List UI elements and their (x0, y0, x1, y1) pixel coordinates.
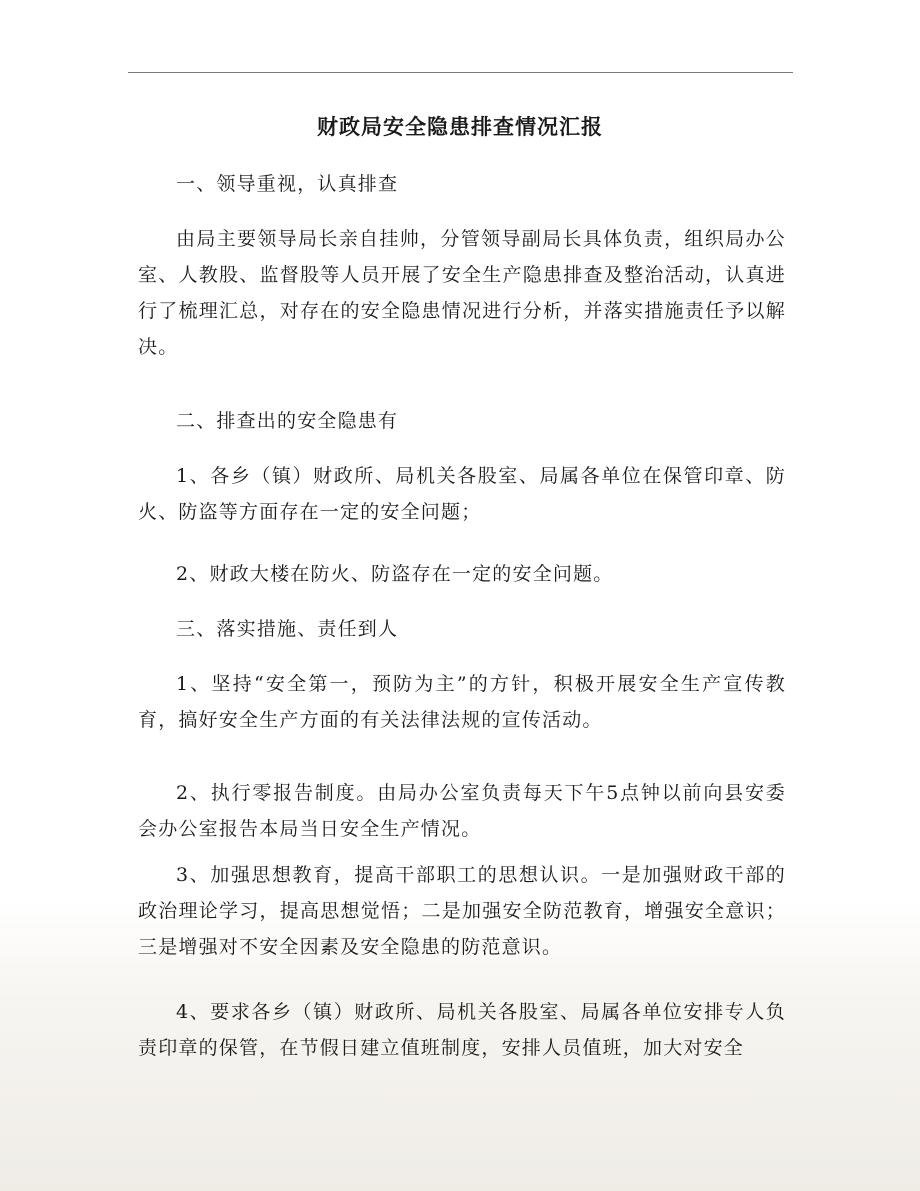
document-title: 财政局安全隐患排查情况汇报 (317, 114, 603, 139)
section-heading-3: 三、落实措施、责任到人 (176, 618, 399, 640)
document-body (138, 221, 786, 365)
paragraph: 2、执行零报告制度。由局办公室负责每天下午5点钟以前向县安委会办公室报告本局当日安全生产情况。 (138, 782, 786, 840)
document-body (138, 556, 786, 592)
document-body (138, 857, 786, 965)
paragraph: 3、加强思想教育，提高干部职工的思想认识。一是加强财政干部的政治理论学习，提高思想觉悟；二是加强安全防范教育，增强安全意识；三是增强对不安全因素及安全隐患的防范意识。 (138, 864, 786, 958)
document-body (138, 994, 786, 1066)
paragraph: 1、坚持“安全第一，预防为主”的方针，积极开展安全生产宣传教育，搞好安全生产方面的有关法律法规的宣传活动。 (138, 673, 786, 731)
paragraph: 由局主要领导局长亲自挂帅，分管领导副局长具体负责，组织局办公室、人教股、监督股等人员开展了安全生产隐患排查及整治活动，认真进行了梳理汇总，对存在的安全隐患情况进行分析，并落实措施责任予以解决。 (138, 228, 786, 358)
document-body (138, 403, 786, 439)
header-rule (128, 72, 793, 73)
paragraph: 2、财政大楼在防火、防盗存在一定的安全问题。 (176, 563, 614, 585)
document-body (138, 775, 786, 847)
document-body (138, 166, 786, 202)
section-heading-2: 二、排查出的安全隐患有 (176, 410, 399, 432)
document-body (138, 458, 786, 530)
document-body (138, 666, 786, 738)
paragraph: 4、要求各乡（镇）财政所、局机关各股室、局属各单位安排专人负责印章的保管，在节假日建立值班制度，安排人员值班，加大对安全 (138, 1001, 786, 1059)
paragraph: 1、各乡（镇）财政所、局机关各股室、局属各单位在保管印章、防火、防盗等方面存在一定的安全问题； (138, 465, 786, 523)
section-heading-1: 一、领导重视，认真排查 (176, 173, 399, 195)
document-body (138, 611, 786, 647)
